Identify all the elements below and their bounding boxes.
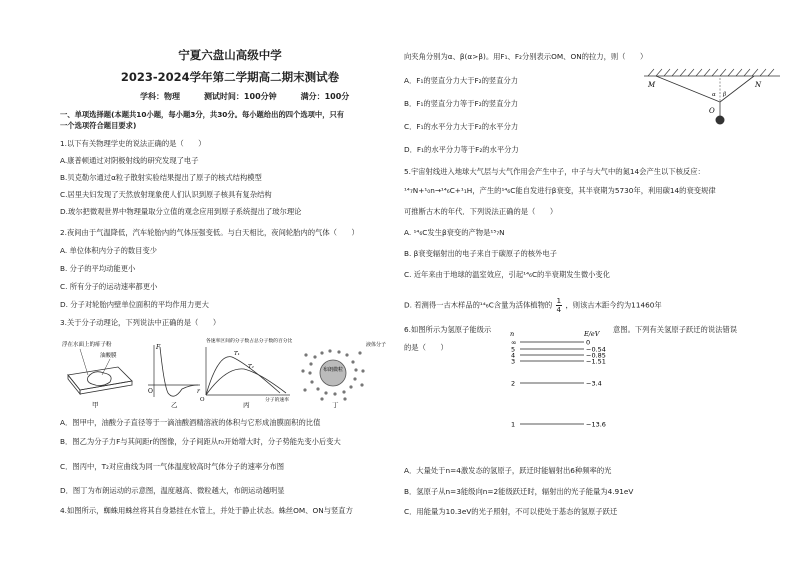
q1-option-d: D.玻尔把微观世界中物理量取分立值的观念应用到原子系统提出了玻尔理论	[60, 207, 302, 216]
fig-jia-film-label: 油酸膜	[100, 353, 117, 359]
q3-figure	[60, 335, 405, 410]
energy-level-e: −0.54	[586, 345, 606, 354]
q3-stem: 3.关于分子动理论，下列说法中正确的是（ ）	[60, 318, 221, 327]
energy-level-e: 0	[586, 338, 591, 347]
label-beta: β	[723, 92, 727, 98]
q5-option-b: B. β衰变辐射出的电子来自于碳原子的核外电子	[404, 249, 557, 258]
fig-jia-oil-film	[88, 372, 112, 386]
score-label: 满分：100分	[300, 92, 350, 101]
energy-level-n: ∞	[511, 338, 517, 347]
fraction-den: 4	[556, 305, 562, 314]
energy-level-e: −13.6	[586, 420, 606, 429]
left-column	[60, 0, 440, 561]
q4-figure	[642, 66, 782, 136]
label-m: M	[648, 81, 656, 89]
label-n: N	[755, 81, 762, 89]
fig-ding	[301, 341, 386, 409]
fig-label-yi: 乙	[171, 401, 178, 409]
fig-label-bing: 丙	[243, 401, 250, 409]
q4-option-b: B．F₁的竖直分力等于F₂的竖直分力	[404, 99, 519, 108]
q2-option-c: C. 所有分子的运动速率都更小	[60, 282, 158, 291]
q2-option-a: A. 单位体积内分子的数目变少	[60, 246, 158, 255]
q5-d-post: ，则该古木距今约为11460年	[565, 300, 662, 310]
q3-option-b: B．图乙为分子力F与其间距r的图像，分子间距从r₀开始增大时，分子势能先变小后变大	[60, 437, 341, 446]
energy-level-n: 3	[511, 357, 516, 366]
fig-ding-particle-label: 布朗微粒	[322, 367, 344, 373]
q4-stem-2: 向夹角分别为α、β(α>β)。用F₁、F₂分别表示OM、ON的拉力，则（ ）	[404, 52, 648, 61]
fig-yi	[148, 344, 201, 409]
fig-bing-t2-label: T₂	[248, 364, 254, 370]
q1-stem: 1.以下有关物理学史的说法正确的是（ ）	[60, 139, 206, 148]
q5-stem-3: 可推断古木的年代．下列说法正确的是（ ）	[404, 207, 558, 216]
section-title: 一、单项选择题(本题共10小题，每小题3分，共30分。每小题给出的四个选项中，只有	[60, 110, 345, 119]
fig-label-ding: 丁	[332, 401, 339, 409]
q2-option-d: D. 分子对轮胎内壁单位面积的平均作用力更大	[60, 300, 209, 309]
q6-option-b: B．氢原子从n=3能级向n=2能级跃迁时，辐射出的光子能量为4.91eV	[404, 487, 634, 496]
q1-option-c: C.居里夫妇发现了天然放射现象使人们认识到原子核具有复杂结构	[60, 190, 272, 199]
q2-stem: 2.夜间由于气温降低，汽车轮胎内的气体压强变低。与白天相比，夜间轮胎内的气体（ ）	[60, 228, 359, 237]
fig-jia	[62, 340, 132, 409]
fig-jia-powder-label: 浮在水面上的痱子粉	[62, 342, 112, 348]
q6-stem-1: 6.如图所示为氢原子能级示	[404, 325, 492, 334]
q5-stem-1: 5.宇宙射线进入地球大气层与大气作用会产生中子，中子与大气中的氮14会产生以下核反应：	[404, 167, 705, 176]
q1-option-a: A.康普顿通过对阴极射线的研究发现了电子	[60, 156, 199, 165]
fraction	[556, 297, 563, 314]
q6-stem-2: 的是（ ）	[404, 343, 448, 352]
energy-level-n: 2	[511, 379, 516, 388]
school-title: 宁夏六盘山高级中学	[178, 48, 282, 62]
exam-info	[140, 91, 349, 102]
energy-level-e: −0.85	[586, 351, 606, 360]
time-label: 测试时间：100分钟	[203, 92, 277, 101]
q5-stem-2: ¹⁴₇N+¹₀n→¹⁴₆C+¹₁H，产生的¹⁴₆C能自发进行β衰变，其半衰期为5730年，利用碳14的衰变规律	[404, 186, 716, 195]
label-o: O	[709, 107, 715, 115]
fraction-num: 1	[556, 296, 562, 305]
fig-ding-liquid-label: 液体分子	[366, 342, 387, 348]
fig-bing	[200, 337, 293, 409]
energy-level-diagram	[504, 328, 614, 434]
q3-option-a: A．图甲中，油酸分子直径等于一滴油酸酒精溶液的体积与它形成油膜面积的比值	[60, 418, 321, 427]
thread-om	[656, 76, 720, 102]
subject-label: 学科：物理	[140, 92, 180, 101]
q6-stem-1b: 意图。下列有关氢原子跃迁的说法错误	[613, 325, 738, 334]
exam-title: 2023-2024学年第二学期高二期末测试卷	[120, 70, 340, 84]
fig-bing-xlabel: 分子的速率	[265, 398, 289, 403]
energy-level-e: −3.4	[586, 379, 602, 388]
fig-yi-o-label: O	[148, 388, 153, 395]
axis-e-label: E/eV	[584, 330, 600, 338]
energy-level-n: 1	[511, 420, 516, 429]
q2-option-b: B. 分子的平均动能更小	[60, 264, 136, 273]
q4-option-a: A．F₁的竖直分力大于F₂的竖直分力	[404, 76, 519, 85]
fig-ding-particle	[320, 360, 346, 386]
q5-d-pre: D. 若测得一古木样品的¹⁴₆C含量为活体植物的	[404, 300, 553, 310]
q4-option-d: D．F₁的水平分力等于F₂的水平分力	[404, 145, 519, 154]
right-column	[404, 0, 784, 561]
section-title-2: 一个选项符合题目要求)	[60, 121, 137, 130]
fig-yi-f-label: F	[156, 344, 161, 351]
energy-level-n: 4	[511, 351, 516, 360]
q6-option-c: C．用能量为10.3eV的光子照射，不可以使处于基态的氢原子跃迁	[404, 507, 618, 516]
fig-bing-ylabel: 各速率区间的分子数占总分子数的百分比	[206, 339, 293, 344]
fig-label-jia: 甲	[92, 401, 99, 409]
thread-on	[720, 76, 754, 102]
axis-n-label: n	[510, 330, 515, 338]
energy-level-n: 5	[511, 345, 516, 354]
spider	[716, 116, 725, 125]
levels-group	[511, 339, 606, 429]
fig-bing-curve-t1	[206, 357, 280, 395]
q3-option-c: C．图丙中，T₂对应曲线为同一气体温度较高时气体分子的速率分布图	[60, 462, 285, 471]
q5-option-c: C. 近年来由于地球的温室效应，引起¹⁴₆C的半衰期发生微小变化	[404, 270, 611, 279]
q5-option-d	[404, 297, 662, 314]
q5-option-a: A. ¹⁴₆C发生β衰变的产物是¹⁵₇N	[404, 228, 505, 237]
fig-bing-o-label: O	[200, 397, 205, 403]
q3-option-d: D．图丁为布朗运动的示意图，温度越高、微粒越大，布朗运动越明显	[60, 486, 285, 495]
fig-yi-curve	[160, 347, 198, 396]
label-alpha: α	[712, 92, 716, 98]
fig-bing-curve-t2	[206, 369, 286, 395]
fig-bing-t1-label: T₁	[234, 351, 240, 357]
energy-level-e: −1.51	[586, 357, 606, 366]
q6-option-a: A．大量处于n=4激发态的氢原子，跃迁时能辐射出6种频率的光	[404, 466, 612, 475]
q1-option-b: B.贝克勒尔通过α粒子散射实验结果提出了原子的核式结构模型	[60, 173, 262, 182]
q4-option-c: C．F₁的水平分力大于F₂的水平分力	[404, 122, 519, 131]
fig-yi-r-label: r	[197, 388, 200, 395]
q4-stem-1: 4.如图所示，蜘蛛用蛛丝将其自身悬挂在水管上，并处于静止状态。蛛丝OM、ON与竖直方	[60, 506, 353, 515]
